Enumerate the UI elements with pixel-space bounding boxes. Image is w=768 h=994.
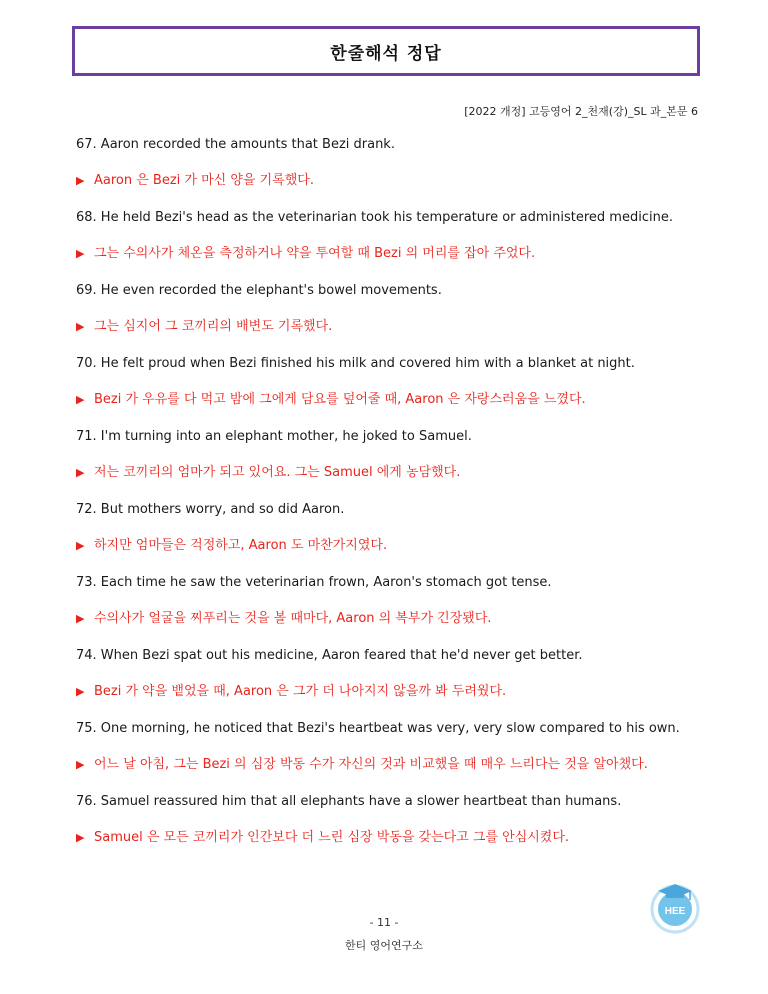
arrow-marker-icon: ▶ — [76, 174, 85, 187]
english-sentence: 70. He felt proud when Bezi finished his milk and covered him with a blanket at night. — [76, 356, 635, 371]
arrow-marker-icon: ▶ — [76, 758, 85, 771]
korean-text: 저는 코끼리의 엄마가 되고 있어요. 그는 Samuel 에게 농담했다. — [94, 465, 461, 480]
source-label: [2022 개정] 고등영어 2_천재(강)_SL 과_본문 6 — [464, 105, 698, 118]
korean-translation — [76, 827, 700, 849]
arrow-marker-icon: ▶ — [76, 612, 85, 625]
english-sentence: 73. Each time he saw the veterinarian frown, Aaron's stomach got tense. — [76, 575, 552, 590]
korean-text: 수의사가 얼굴을 찌푸리는 것을 볼 때마다, Aaron 의 복부가 긴장됐다. — [94, 611, 492, 626]
korean-translation — [76, 462, 700, 484]
title-box — [72, 26, 700, 76]
arrow-marker-icon: ▶ — [76, 247, 85, 260]
translation-entry — [76, 134, 700, 207]
translation-entry — [76, 499, 700, 572]
english-sentence: 69. He even recorded the elephant's bowel movements. — [76, 283, 442, 298]
translation-entry — [76, 791, 700, 864]
arrow-marker-icon: ▶ — [76, 831, 85, 844]
korean-translation — [76, 535, 700, 557]
english-sentence: 72. But mothers worry, and so did Aaron. — [76, 502, 345, 517]
english-sentence: 74. When Bezi spat out his medicine, Aaron feared that he'd never get better. — [76, 648, 583, 663]
korean-translation — [76, 681, 700, 703]
translation-entry — [76, 572, 700, 645]
korean-translation — [76, 170, 700, 192]
korean-translation — [76, 608, 700, 630]
translation-entry — [76, 645, 700, 718]
korean-text: Aaron 은 Bezi 가 마신 양을 기록했다. — [94, 173, 314, 188]
korean-translation — [76, 754, 700, 776]
translation-entry — [76, 353, 700, 426]
page-title: 한줄해석 정답 — [330, 43, 442, 64]
hee-logo-icon — [648, 880, 702, 934]
footer-text: 한티 영어연구소 — [345, 939, 423, 952]
translation-entry — [76, 718, 700, 791]
translation-entry — [76, 426, 700, 499]
arrow-marker-icon: ▶ — [76, 393, 85, 406]
korean-translation — [76, 316, 700, 338]
korean-text: 그는 심지어 그 코끼리의 배변도 기록했다. — [94, 319, 333, 334]
arrow-marker-icon: ▶ — [76, 539, 85, 552]
arrow-marker-icon: ▶ — [76, 320, 85, 333]
english-sentence: 71. I'm turning into an elephant mother, he joked to Samuel. — [76, 429, 472, 444]
english-sentence: 76. Samuel reassured him that all elephants have a slower heartbeat than humans. — [76, 794, 622, 809]
arrow-marker-icon: ▶ — [76, 685, 85, 698]
logo-text: HEE — [664, 906, 686, 917]
korean-text: 하지만 엄마들은 걱정하고, Aaron 도 마찬가지였다. — [94, 538, 388, 553]
korean-text: Bezi 가 약을 뱉었을 때, Aaron 은 그가 더 나아지지 않을까 봐 두려웠다. — [94, 684, 507, 699]
korean-translation — [76, 243, 700, 265]
arrow-marker-icon: ▶ — [76, 466, 85, 479]
korean-translation — [76, 389, 700, 411]
korean-text: Bezi 가 우유를 다 먹고 밤에 그에게 담요를 덮어줄 때, Aaron 은 자랑스러움을 느꼈다. — [94, 392, 586, 407]
korean-text: Samuel 은 모든 코끼리가 인간보다 더 느린 심장 박동을 갖는다고 그를 안심시켰다. — [94, 830, 570, 845]
korean-text: 그는 수의사가 체온을 측정하거나 약을 투여할 때 Bezi 의 머리를 잡아 주었다. — [94, 246, 536, 261]
korean-text: 어느 날 아침, 그는 Bezi 의 심장 박동 수가 자신의 것과 비교했을 때 매우 느리다는 것을 알아챘다. — [94, 757, 648, 772]
translation-list — [76, 134, 700, 864]
page-number: - 11 - — [369, 916, 399, 929]
english-sentence: 68. He held Bezi's head as the veterinarian took his temperature or administered medicine. — [76, 210, 673, 225]
translation-entry — [76, 207, 700, 280]
translation-entry — [76, 280, 700, 353]
english-sentence: 67. Aaron recorded the amounts that Bezi drank. — [76, 137, 395, 152]
english-sentence: 75. One morning, he noticed that Bezi's heartbeat was very, very slow compared to his own. — [76, 721, 680, 736]
